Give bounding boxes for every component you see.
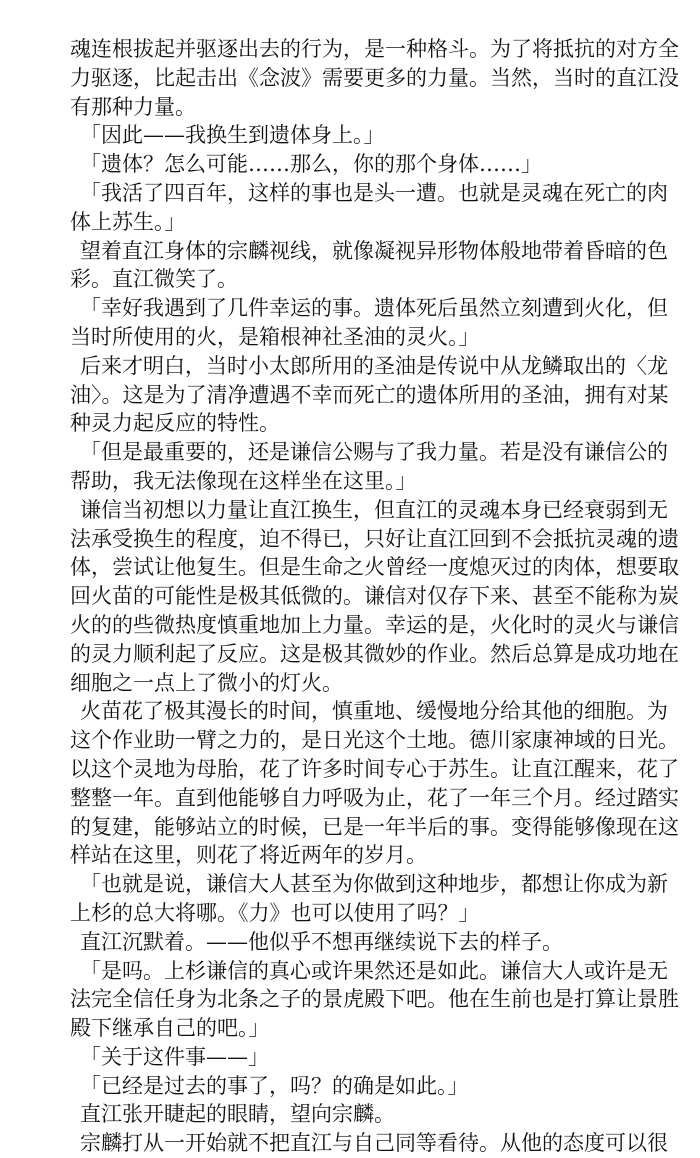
text-line: 当时所使用的火，是箱根神社圣油的灵火。」 (70, 324, 480, 349)
text-line: 法承受换生的程度，迫不得已，只好让直江回到不会抵抗灵魂的遗 (70, 526, 679, 551)
text-line: 有那种力量。 (70, 94, 196, 119)
text-line: 上杉的总大将哪。《力》也可以使用了吗？」 (70, 900, 480, 925)
text-line: 「已经是过去的事了，吗？的确是如此。」 (80, 1073, 469, 1098)
text-line: 火的的些微热度慎重地加上力量。幸运的是，火化时的灵火与谦信 (70, 612, 679, 637)
text-line: 「遗体？怎么可能……那么，你的那个身体……」 (80, 152, 542, 177)
text-line: 后来才明白，当时小太郎所用的圣油是传说中从龙鳞取出的〈龙 (80, 353, 668, 378)
text-line: 火苗花了极其漫长的时间，慎重地、缓慢地分给其他的细胞。为 (80, 699, 668, 724)
text-line: 「但是最重要的，还是谦信公赐与了我力量。若是没有谦信公的 (80, 440, 668, 465)
text-line: 这个作业助一臂之力的，是日光这个土地。德川家康神域的日光。 (70, 728, 679, 753)
text-line: 整整一年。直到他能够自力呼吸为止，花了一年三个月。经过踏实 (70, 785, 679, 810)
text-line: 法完全信任身为北条之子的景虎殿下吧。他在生前也是打算让景胜 (70, 987, 679, 1012)
text-line: 「因此——我换生到遗体身上。」 (80, 123, 385, 148)
text-line: 的复建，能够站立的时候，已是一年半后的事。变得能够像现在这 (70, 814, 679, 839)
text-line: 魂连根拔起并驱逐出去的行为，是一种格斗。为了将抵抗的对方全 (70, 37, 679, 61)
text-line: 种灵力起反应的特性。 (70, 411, 280, 436)
text-line: 「是吗。上杉谦信的真心或许果然还是如此。谦信大人或许是无 (80, 958, 668, 983)
text-line: 细胞之一点上了微小的灯火。 (70, 670, 343, 695)
text-line: 直江张开睫起的眼睛，望向宗麟。 (80, 1102, 395, 1127)
text-line: 的灵力顺利起了反应。这是极其微妙的作业。然后总算是成功地在 (70, 641, 679, 666)
text-line: 彩。直江微笑了。 (70, 267, 238, 292)
text-line: 「幸好我遇到了几件幸运的事。遗体死后虽然立刻遭到火化，但 (80, 296, 668, 321)
text-line: 「也就是说，谦信大人甚至为你做到这种地步，都想让你成为新 (80, 872, 668, 897)
text-line: 体上苏生。」 (70, 209, 186, 234)
text-line: 谦信当初想以力量让直江换生，但直江的灵魂本身已经衰弱到无 (80, 497, 668, 522)
text-line: 以这个灵地为母胎，花了许多时间专心于苏生。让直江醒来，花了 (70, 756, 679, 781)
body-text (70, 35, 679, 1158)
text-line: 帮助，我无法像现在这样坐在这里。」 (70, 468, 417, 493)
text-line: 「我活了四百年，这样的事也是头一遭。也就是灵魂在死亡的肉 (80, 180, 668, 205)
text-line: 体，尝试让他复生。但是生命之火曾经一度熄灭过的肉体，想要取 (70, 555, 679, 580)
text-line: 直江沉默着。——他似乎不想再继续说下去的样子。 (80, 929, 563, 954)
text-line: 油〉。这是为了清净遭遇不幸而死亡的遗体所用的圣油，拥有对某 (70, 382, 669, 407)
text-line: 「关于这件事——」 (80, 1044, 269, 1069)
text-line: 宗麟打从一开始就不把直江与自己同等看待。从他的态度可以很 (80, 1131, 668, 1156)
text-line: 力驱逐，比起击出《念波》需要更多的力量。当然，当时的直江没 (70, 65, 679, 90)
text-line: 望着直江身体的宗麟视线，就像凝视异形物体般地带着昏暗的色 (80, 238, 668, 263)
text-line: 回火苗的可能性是极其低微的。谦信对仅存下来、甚至不能称为炭 (70, 584, 679, 609)
text-line: 殿下继承自己的吧。」 (70, 1016, 270, 1041)
text-line: 样站在这里，则花了将近两年的岁月。 (70, 843, 427, 868)
